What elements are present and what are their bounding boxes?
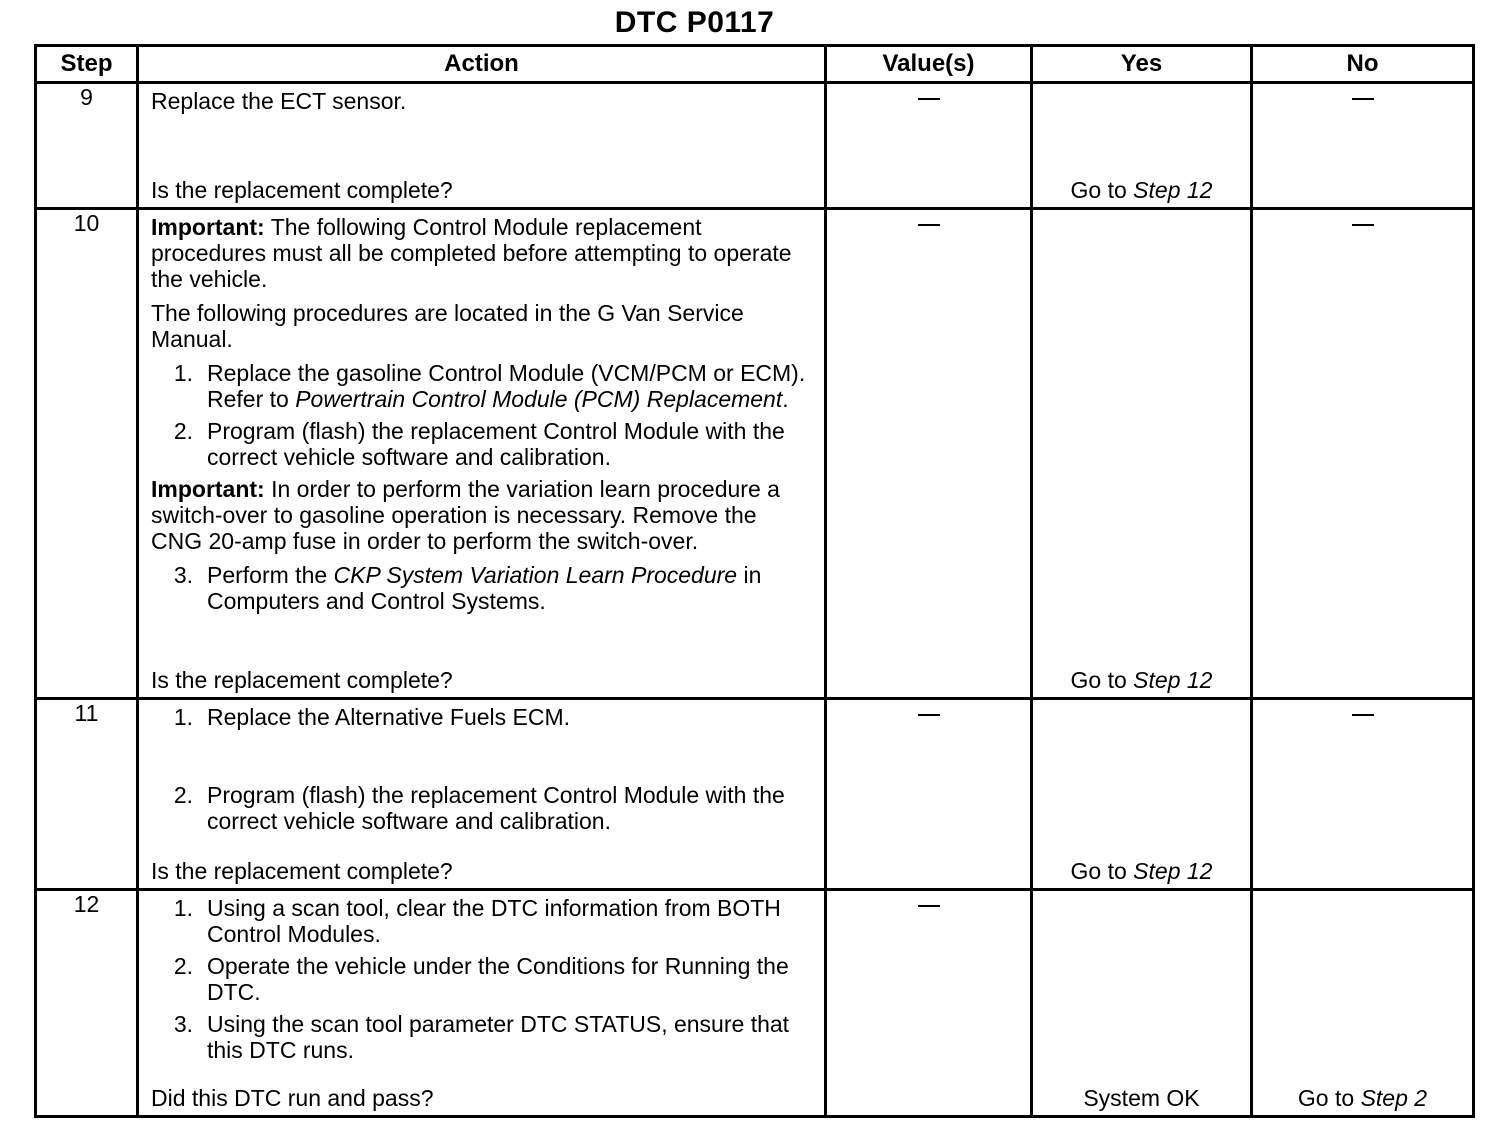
step-number: 11	[36, 699, 138, 890]
table-row-step-12	[36, 890, 1474, 1117]
list-item	[151, 782, 812, 834]
no-dash	[1352, 98, 1374, 100]
yes-cell	[1032, 890, 1252, 1117]
question-text: Is the replacement complete?	[151, 858, 453, 885]
list-text-end: in Computers and Control Systems.	[207, 562, 762, 615]
no-cell	[1252, 699, 1474, 890]
table-row-step-11	[36, 699, 1474, 890]
value-dash	[918, 714, 940, 716]
step-link[interactable]: Step 2	[1360, 1085, 1428, 1111]
yes-cell	[1032, 699, 1252, 890]
list-item	[151, 953, 812, 1005]
goto-prefix: Go to	[1297, 1085, 1355, 1111]
list-text-part: Perform the	[207, 562, 334, 589]
value-cell	[826, 699, 1032, 890]
value-dash	[918, 98, 940, 100]
yes-goto	[1033, 858, 1250, 884]
table-row-step-10	[36, 209, 1474, 699]
goto-prefix: Go to	[1070, 667, 1127, 694]
list-text: Operate the vehicle under the Conditions for Running the DTC.	[207, 953, 789, 1006]
important-text: The following Control Module replacement procedures must all be completed before attempting to operate the vehicle.	[151, 214, 792, 293]
action-text: Replace the ECT sensor.	[151, 88, 407, 114]
important-note	[151, 476, 812, 554]
important-label: Important:	[151, 476, 265, 503]
step-link[interactable]: Step 12	[1133, 667, 1213, 694]
table-row-step-9	[36, 83, 1474, 209]
yes-goto	[1033, 667, 1250, 693]
value-dash	[918, 905, 940, 907]
yes-result: System OK	[1083, 1085, 1200, 1111]
list-number: 3.	[173, 562, 193, 589]
header-action: Action	[138, 46, 826, 83]
yes-cell	[1032, 209, 1252, 699]
dtc-table	[34, 44, 1475, 1118]
list-number: 1.	[173, 360, 193, 387]
value-cell	[826, 890, 1032, 1117]
step-link[interactable]: Step 12	[1133, 177, 1213, 204]
goto-prefix: Go to	[1070, 858, 1127, 885]
list-number: 2.	[173, 953, 193, 980]
action-cell	[138, 890, 826, 1117]
list-item	[151, 704, 812, 730]
important-text: In order to perform the variation learn procedure a switch-over to gasoline operation is necessary. Remove the CNG 20-amp fuse in order to perform the switch-over.	[151, 476, 780, 555]
list-text: Using a scan tool, clear the DTC information from BOTH Control Modules.	[207, 895, 781, 948]
list-item	[151, 1011, 812, 1063]
no-cell	[1252, 890, 1474, 1117]
no-dash	[1352, 714, 1374, 716]
list-number: 2.	[173, 418, 193, 445]
list-item	[151, 360, 812, 412]
action-cell	[138, 209, 826, 699]
header-yes: Yes	[1032, 46, 1252, 83]
header-no: No	[1252, 46, 1474, 83]
question-text: Is the replacement complete?	[151, 177, 453, 204]
yes-cell	[1032, 83, 1252, 209]
list-number: 2.	[173, 782, 193, 809]
list-text: Program (flash) the replacement Control Module with the correct vehicle software and calibration.	[207, 782, 785, 835]
action-text: The following procedures are located in the G Van Service Manual.	[151, 300, 744, 353]
value-cell	[826, 83, 1032, 209]
list-text	[207, 360, 812, 412]
important-label: Important:	[151, 214, 265, 241]
no-cell	[1252, 83, 1474, 209]
no-cell	[1252, 209, 1474, 699]
list-text: Program (flash) the replacement Control Module with the correct vehicle software and calibration.	[207, 418, 785, 471]
list-text: Replace the Alternative Fuels ECM.	[207, 704, 571, 731]
document-title: DTC P0117	[614, 6, 775, 39]
step-number: 9	[36, 83, 138, 209]
header-row	[36, 46, 1474, 83]
list-number: 1.	[173, 895, 193, 922]
header-values: Value(s)	[826, 46, 1032, 83]
value-cell	[826, 209, 1032, 699]
list-text-part: Replace the gasoline Control Module (VCM/PCM or ECM). Refer to	[207, 360, 806, 413]
list-text	[207, 562, 812, 614]
list-number: 3.	[173, 1011, 193, 1038]
list-text-end: .	[782, 386, 789, 413]
question-text: Did this DTC run and pass?	[151, 1085, 434, 1111]
action-cell	[138, 83, 826, 209]
step-link[interactable]: Step 12	[1133, 858, 1213, 885]
no-dash	[1352, 224, 1374, 226]
goto-prefix: Go to	[1070, 177, 1127, 204]
list-item	[151, 562, 812, 614]
action-cell	[138, 699, 826, 890]
question-text: Is the replacement complete?	[151, 667, 453, 694]
important-note	[151, 214, 812, 292]
value-dash	[918, 224, 940, 226]
procedure-link[interactable]: CKP System Variation Learn Procedure	[333, 562, 738, 589]
step-number: 10	[36, 209, 138, 699]
yes-goto	[1033, 177, 1250, 203]
step-number: 12	[36, 890, 138, 1117]
no-goto	[1253, 1085, 1472, 1111]
header-step: Step	[36, 46, 138, 83]
list-item	[151, 418, 812, 470]
list-item	[151, 895, 812, 947]
list-number: 1.	[173, 704, 193, 731]
procedure-link[interactable]: Powertrain Control Module (PCM) Replacement	[295, 386, 783, 413]
list-text: Using the scan tool parameter DTC STATUS, ensure that this DTC runs.	[207, 1011, 790, 1064]
